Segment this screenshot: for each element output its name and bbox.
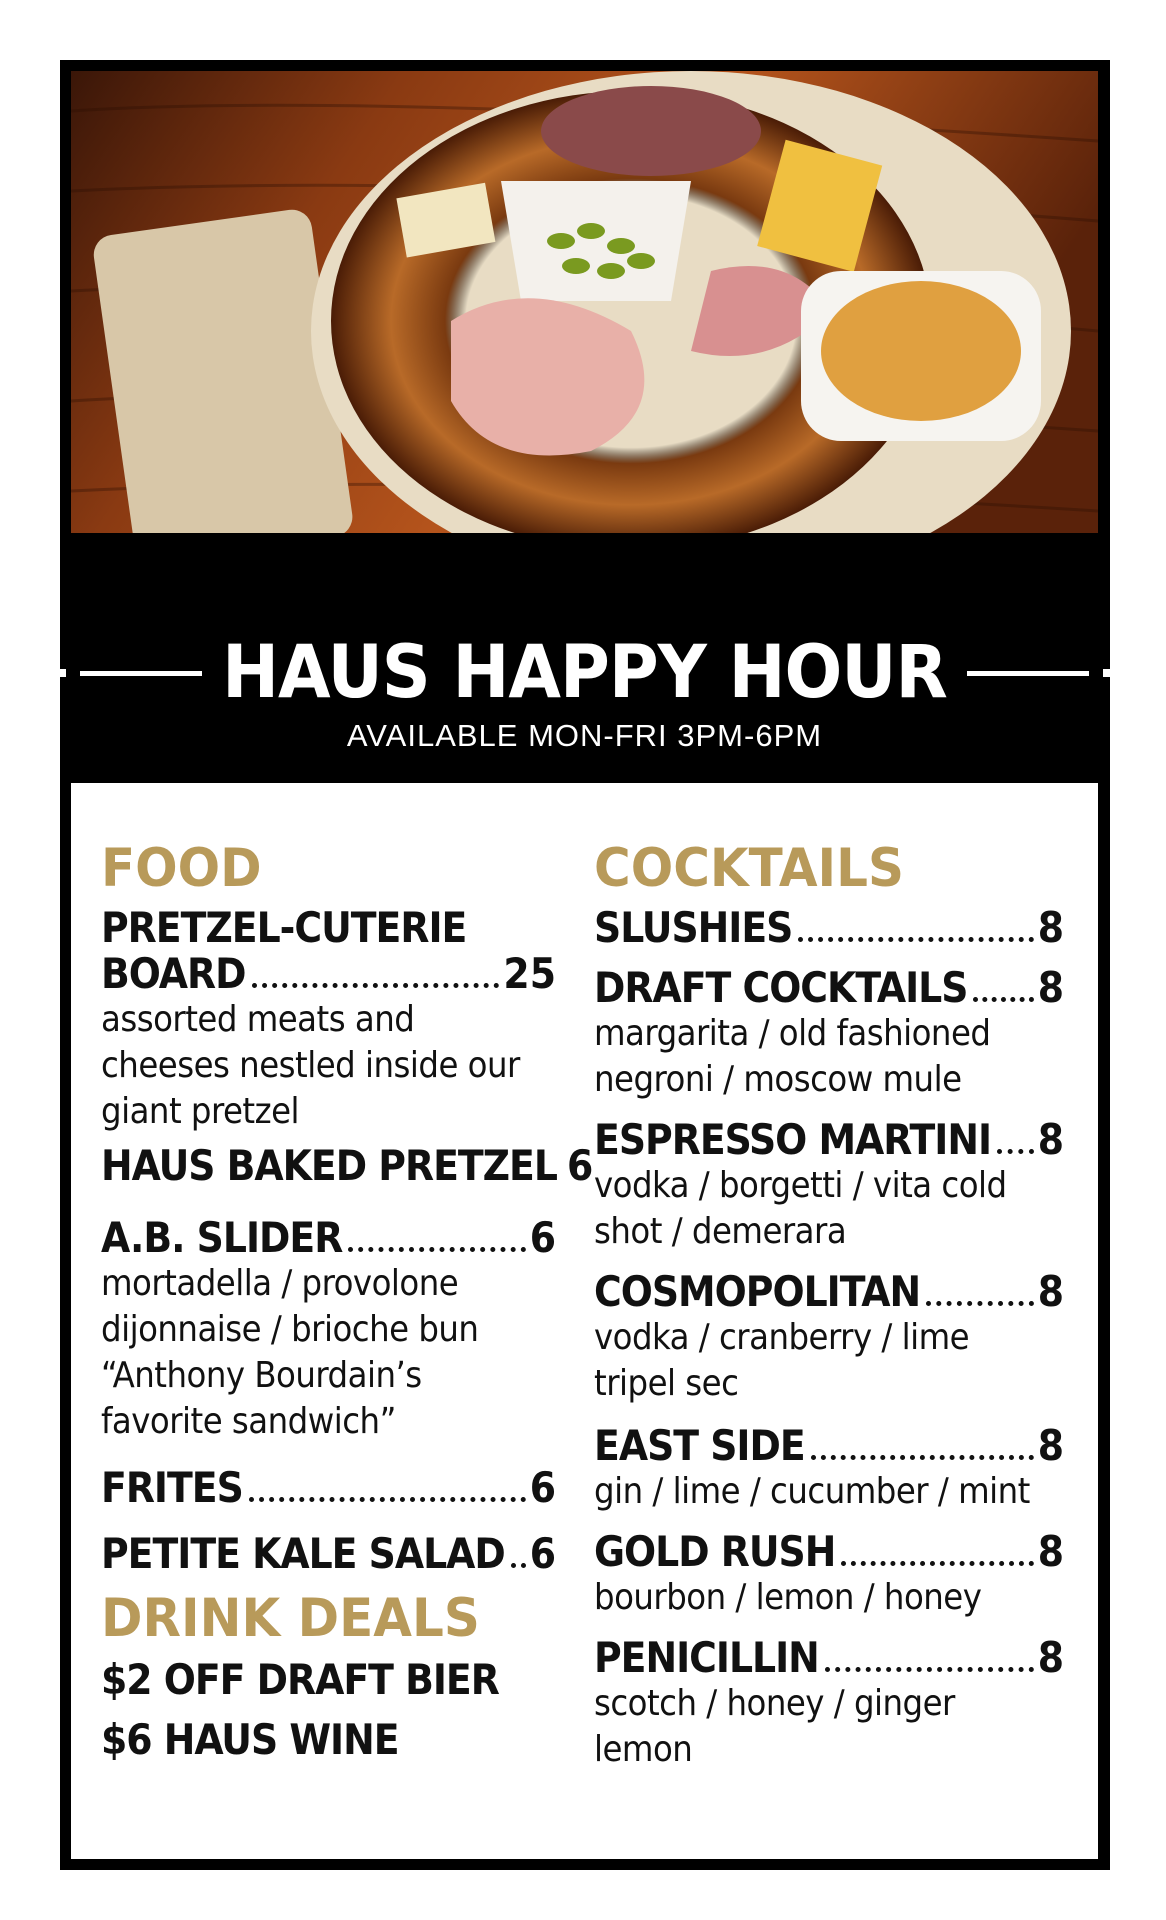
menu-item-desc: mortadella / provolone [101,1263,459,1304]
menu-item-name: A.B. SLIDER [101,1213,343,1262]
leader-dots [973,997,1033,1002]
menu-item-desc: “Anthony Bourdain’s [101,1355,422,1396]
menu-item-desc: shot / demerara [594,1211,847,1252]
menu-item-desc: vodka / borgetti / vita cold [594,1165,1007,1206]
menu-item [101,951,556,998]
menu-item-desc: assorted meats and [101,999,415,1040]
leader-dots [348,1247,525,1252]
menu-item-name: PRETZEL-CUTERIE [101,903,467,952]
menu-item-name: COSMOPOLITAN [594,1267,921,1316]
menu-item-desc: favorite sandwich” [101,1401,396,1442]
menu-item [594,1529,1064,1576]
menu-item-desc: lemon [594,1729,693,1770]
menu-item-desc: cheeses nestled inside our [101,1045,520,1086]
menu-item-name: PETITE KALE SALAD [101,1529,505,1578]
menu-item-desc: giant pretzel [101,1091,300,1132]
menu-item-price: 8 [1037,1115,1064,1164]
pretzel-board-image [71,71,1098,533]
menu-item [594,1117,1064,1164]
food-photo [71,71,1098,533]
menu-item-name: ESPRESSO MARTINI [594,1115,992,1164]
cocktails-heading: COCKTAILS [594,837,905,899]
right-dot [1103,669,1111,677]
menu-item [594,1269,1064,1316]
leader-dots [841,1561,1033,1566]
menu-item [101,1215,556,1262]
menu-frame [60,60,1110,1870]
menu-item-price: 6 [566,1141,594,1190]
menu-item-desc: bourbon / lemon / honey [594,1577,982,1618]
menu-item [594,905,1064,952]
menu-item-price: 6 [529,1213,556,1262]
menu-item [101,1465,556,1512]
menu-item-price: 8 [1037,1527,1064,1576]
menu-item [594,965,1064,1012]
menu-item-name: DRAFT COCKTAILS [594,963,968,1012]
menu-item-desc: dijonnaise / brioche bun [101,1309,479,1350]
menu-item [101,1141,594,1190]
leader-dots [926,1301,1034,1306]
menu-item-price: 6 [529,1529,556,1578]
leader-dots [252,983,500,988]
menu-item-desc: gin / lime / cucumber / mint [594,1471,1030,1512]
left-dot [58,669,66,677]
menu-item-name: EAST SIDE [594,1421,805,1470]
leader-dots [997,1149,1034,1154]
menu-item-price: 8 [1037,1267,1064,1316]
happy-hour-banner [71,533,1098,783]
menu-item-desc: margarita / old fashioned [594,1013,991,1054]
leader-dots [798,937,1033,942]
menu-item-price: 25 [503,949,556,998]
menu-item-name: FRITES [101,1463,243,1512]
right-rule [967,671,1089,676]
drink-deal-item: $2 OFF DRAFT BIER [101,1655,499,1704]
menu-item-desc: vodka / cranberry / lime [594,1317,970,1358]
menu-item-price: 8 [1037,1633,1064,1682]
menu-item-desc: tripel sec [594,1363,739,1404]
drink-deal-item: $6 HAUS WINE [101,1715,399,1764]
drink-deals-heading: DRINK DEALS [101,1587,480,1649]
food-heading: FOOD [101,837,262,899]
leader-dots [249,1497,526,1502]
menu-item [101,1531,556,1578]
left-rule [80,671,202,676]
menu-item-price: 8 [1037,903,1064,952]
menu-item [594,1423,1064,1470]
page-title: HAUS HAPPY HOUR [222,629,947,716]
menu-item-name: GOLD RUSH [594,1527,836,1576]
menu-item-desc: negroni / moscow mule [594,1059,962,1100]
menu-item-name: HAUS BAKED PRETZEL [101,1141,557,1190]
leader-dots [811,1455,1034,1460]
menu-item [594,1635,1064,1682]
menu-item-price: 8 [1037,963,1064,1012]
menu-item-price: 6 [529,1463,556,1512]
menu-item-name: BOARD [101,949,246,998]
title-row [71,629,1098,716]
menu-item-name: SLUSHIES [594,903,793,952]
availability-text: AVAILABLE MON-FRI 3PM-6PM [346,718,823,753]
leader-dots [825,1667,1034,1672]
menu-item-name: PENICILLIN [594,1633,819,1682]
menu-item-desc: scotch / honey / ginger [594,1683,955,1724]
menu-item-price: 8 [1037,1421,1064,1470]
leader-dots [511,1563,526,1568]
menu-panel [71,783,1098,1859]
